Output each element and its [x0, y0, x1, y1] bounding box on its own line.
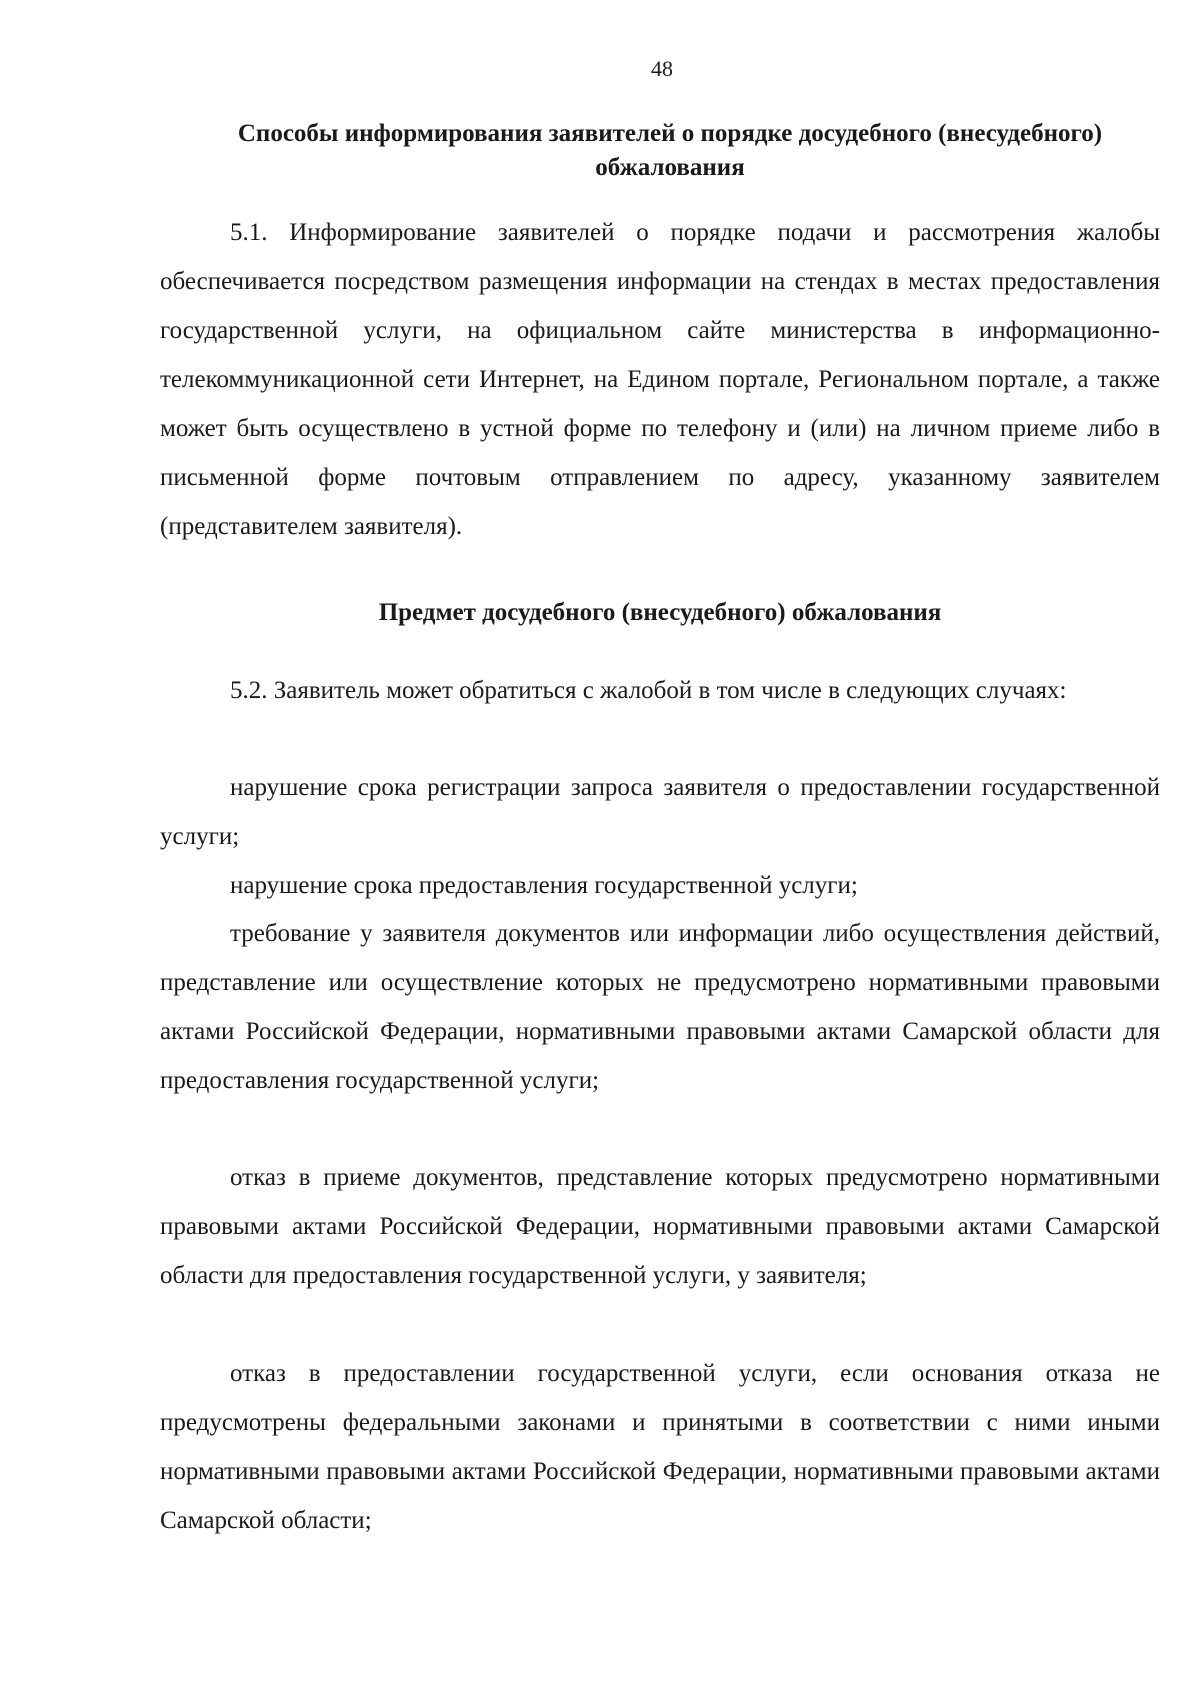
list-item-refusal-to-provide: отказ в предоставлении государственной услуги, если основания отказа не предусмотрены федеральными законами и принятыми в соответствии с ними иными нормативными правовыми актами Российской Федерации, нормативными правовыми актами Самарской области;	[160, 1360, 1160, 1534]
page-number: 48	[651, 56, 673, 81]
list-item-registration-deadline: нарушение срока регистрации запроса заявителя о предоставлении государственной услуги;	[160, 774, 1160, 850]
list-item-documents-requirement: требование у заявителя документов или информации либо осуществления действий, представление или осуществление которых не предусмотрено нормативными правовыми актами Российской Федерации, нормативными правовыми актами Самарской области для предоставления государственной услуги;	[160, 920, 1160, 1094]
section-heading-informing: Способы информирования заявителей о порядке досудебного (внесудебного) обжалования	[237, 120, 1103, 181]
list-item-refusal-to-accept: отказ в приеме документов, представление которых предусмотрено нормативными правовыми актами Российской Федерации, нормативными правовыми актами Самарской области для предоставления государственной услуги, у заявителя;	[160, 1164, 1160, 1289]
list-item-provision-deadline: нарушение срока предоставления государственной услуги;	[230, 872, 858, 899]
paragraph-5-1: 5.1. Информирование заявителей о порядке подачи и рассмотрения жалобы обеспечивается посредством размещения информации на стендах в местах предоставления государственной услуги, на официальном сайте министерства в информационно-телекоммуникационной сети Интернет, на Едином портале, Региональном портале, а также может быть осуществлено в устной форме по телефону и (или) на личном приеме либо в письменной форме почтовым отправлением по адресу, указанному заявителем (представителем заявителя).	[160, 219, 1160, 540]
paragraph-5-2: 5.2. Заявитель может обратиться с жалобой в том числе в следующих случаях:	[230, 677, 1067, 704]
section-heading-subject: Предмет досудебного (внесудебного) обжалования	[378, 599, 942, 626]
